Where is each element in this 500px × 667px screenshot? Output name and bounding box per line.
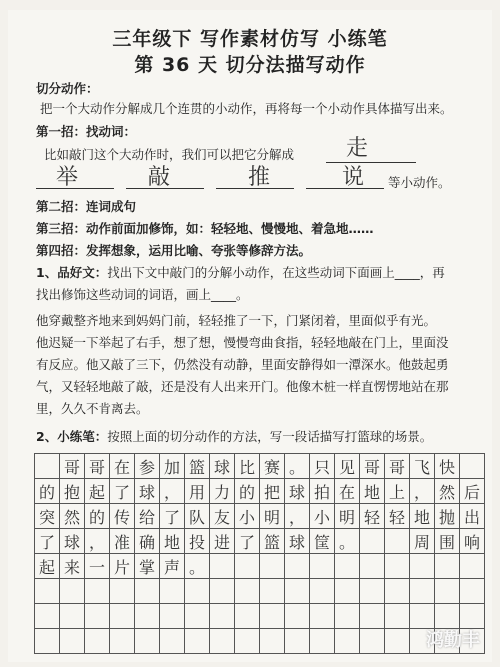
grid-cell	[310, 579, 335, 604]
step1-tail: 等小动作。	[388, 175, 451, 190]
grid-cell: 响	[460, 529, 485, 554]
grid-cell: 队	[185, 504, 210, 529]
grid-cell	[60, 579, 85, 604]
grid-cell: 球	[285, 479, 310, 504]
grid-cell	[460, 554, 485, 579]
grid-cell: ，	[85, 529, 110, 554]
grid-cell: 赛	[260, 454, 285, 479]
grid-cell	[110, 579, 135, 604]
grid-cell: 的	[85, 504, 110, 529]
grid-cell	[360, 579, 385, 604]
task2-label: 2、小练笔：	[36, 429, 108, 444]
grid-cell	[35, 579, 60, 604]
grid-cell: 片	[110, 554, 135, 579]
grid-cell: 比	[235, 454, 260, 479]
grid-cell	[335, 554, 360, 579]
grid-cell: 篮	[185, 454, 210, 479]
task1-instruction: 找出下文中敲门的分解小动作，在这些动词下面画上____，再	[107, 265, 445, 280]
grid-cell: 围	[435, 529, 460, 554]
grid-cell: ，	[285, 504, 310, 529]
intro-label: 切分动作：	[36, 81, 99, 96]
grid-cell: ，	[410, 479, 435, 504]
grid-cell	[160, 629, 185, 654]
grid-cell: 地	[410, 504, 435, 529]
grid-cell	[35, 629, 60, 654]
grid-cell: 突	[35, 504, 60, 529]
grid-cell: 参	[135, 454, 160, 479]
grid-cell: 声	[160, 554, 185, 579]
grid-cell: 了	[35, 529, 60, 554]
grid-cell: 抱	[60, 479, 85, 504]
grid-cell: 确	[135, 529, 160, 554]
grid-cell	[85, 604, 110, 629]
grid-cell	[410, 554, 435, 579]
grid-cell: 轻	[385, 504, 410, 529]
grid-cell: 来	[60, 554, 85, 579]
grid-cell	[185, 604, 210, 629]
grid-cell	[235, 579, 260, 604]
grid-cell	[360, 554, 385, 579]
grid-cell	[85, 629, 110, 654]
grid-cell: 哥	[360, 454, 385, 479]
grid-cell	[385, 529, 410, 554]
grid-cell: 传	[110, 504, 135, 529]
grid-cell: 了	[110, 479, 135, 504]
sample-passage	[36, 310, 476, 420]
grid-cell: 在	[335, 479, 360, 504]
task1-line2: 找出修饰这些动词的词语，画上____。	[36, 287, 249, 302]
task2-line	[36, 428, 432, 446]
grid-cell: 了	[235, 529, 260, 554]
grid-cell	[85, 579, 110, 604]
grid-cell	[160, 579, 185, 604]
worksheet-page	[8, 10, 492, 662]
grid-cell: 飞	[410, 454, 435, 479]
grid-cell	[210, 604, 235, 629]
passage-line: 里，久久不肯离去。	[36, 401, 149, 416]
grid-cell: 抛	[435, 504, 460, 529]
grid-cell: 哥	[60, 454, 85, 479]
answer-blank	[326, 162, 416, 163]
grid-cell: 小	[235, 504, 260, 529]
grid-cell	[210, 579, 235, 604]
grid-cell: 投	[185, 529, 210, 554]
grid-cell	[385, 604, 410, 629]
passage-line: 他穿戴整齐地来到妈妈门前，轻轻推了一下，门紧闭着，里面似乎有光。	[36, 313, 437, 328]
worksheet-subtitle: 第 36 天 切分法描写动作	[134, 54, 366, 76]
grid-cell: 快	[435, 454, 460, 479]
intro-text: 把一个大动作分解成几个连贯的小动作，再将每一个小动作具体描写出来。	[40, 101, 453, 116]
passage-line: 气，又轻轻地敲了敲，还是没有人出来开门。他像木桩一样直愣愣地站在那	[36, 379, 449, 394]
grid-cell	[160, 604, 185, 629]
grid-cell: 。	[285, 454, 310, 479]
answer-handwritten: 说	[342, 165, 369, 190]
grid-cell: 友	[210, 504, 235, 529]
grid-cell	[235, 554, 260, 579]
grid-cell: 加	[160, 454, 185, 479]
grid-cell	[210, 629, 235, 654]
grid-cell	[260, 554, 285, 579]
grid-cell: ，	[160, 479, 185, 504]
grid-cell: 见	[335, 454, 360, 479]
grid-cell	[335, 629, 360, 654]
grid-cell: 明	[335, 504, 360, 529]
grid-cell: 起	[35, 554, 60, 579]
grid-cell: 篮	[260, 529, 285, 554]
grid-cell: 拍	[310, 479, 335, 504]
grid-cell: 哥	[385, 454, 410, 479]
grid-cell	[435, 579, 460, 604]
grid-cell: 一	[85, 554, 110, 579]
grid-cell	[260, 579, 285, 604]
step1-label: 第一招：找动词：	[36, 124, 137, 139]
grid-cell	[410, 579, 435, 604]
grid-cell: 用	[185, 479, 210, 504]
writing-grid	[34, 453, 485, 654]
grid-cell	[35, 604, 60, 629]
grid-cell: 后	[460, 479, 485, 504]
grid-cell	[335, 604, 360, 629]
grid-cell: 力	[210, 479, 235, 504]
grid-cell	[235, 629, 260, 654]
step3-label: 第三招：动作前面加修饰，如：轻轻地、慢慢地、着急地……	[36, 221, 374, 236]
grid-cell	[385, 629, 410, 654]
grid-cell	[235, 604, 260, 629]
grid-cell: 然	[60, 504, 85, 529]
grid-cell	[310, 554, 335, 579]
grid-cell	[460, 579, 485, 604]
grid-cell: 周	[410, 529, 435, 554]
passage-line: 他迟疑一下举起了右手，想了想，慢慢弯曲食指，轻轻地敲在门上，里面没	[36, 335, 449, 350]
grid-cell: 球	[135, 479, 160, 504]
answer-handwritten: 走	[346, 136, 373, 161]
grid-cell	[185, 629, 210, 654]
grid-cell	[285, 554, 310, 579]
grid-cell: 在	[110, 454, 135, 479]
grid-cell: 。	[185, 554, 210, 579]
grid-cell: 的	[35, 479, 60, 504]
answer-handwritten: 推	[248, 165, 275, 190]
grid-cell	[460, 454, 485, 479]
grid-cell: 球	[285, 529, 310, 554]
grid-cell	[310, 629, 335, 654]
grid-cell: 轻	[360, 504, 385, 529]
answer-handwritten: 敲	[148, 165, 175, 190]
grid-cell	[385, 579, 410, 604]
grid-cell: 。	[335, 529, 360, 554]
grid-cell	[260, 604, 285, 629]
grid-cell: 球	[210, 454, 235, 479]
grid-cell	[335, 579, 360, 604]
grid-cell	[435, 554, 460, 579]
grid-cell: 哥	[85, 454, 110, 479]
grid-cell: 了	[160, 504, 185, 529]
grid-cell	[135, 579, 160, 604]
grid-cell: 把	[260, 479, 285, 504]
grid-cell: 上	[385, 479, 410, 504]
grid-cell	[360, 629, 385, 654]
grid-cell	[35, 454, 60, 479]
grid-cell: 地	[160, 529, 185, 554]
step2-label: 第二招：连词成句	[36, 199, 137, 214]
grid-cell	[310, 604, 335, 629]
grid-cell: 明	[260, 504, 285, 529]
task1-line1	[36, 264, 445, 282]
step1-prompt: 比如敲门这个大动作时，我们可以把它分解成	[44, 147, 295, 162]
grid-cell: 的	[235, 479, 260, 504]
answer-handwritten: 举	[56, 165, 83, 190]
grid-cell: 地	[360, 479, 385, 504]
passage-line: 有反应。他又敲了三下，仍然没有动静，里面安静得如一潭深水。他鼓起勇	[36, 357, 449, 372]
grid-cell: 准	[110, 529, 135, 554]
grid-cell	[110, 604, 135, 629]
grid-cell: 筐	[310, 529, 335, 554]
grid-cell: 掌	[135, 554, 160, 579]
grid-cell: 进	[210, 529, 235, 554]
grid-cell	[360, 604, 385, 629]
grid-cell	[210, 554, 235, 579]
grid-cell	[110, 629, 135, 654]
grid-cell	[60, 629, 85, 654]
grid-cell	[285, 604, 310, 629]
grid-cell: 球	[60, 529, 85, 554]
grid-cell: 起	[85, 479, 110, 504]
task1-label: 1、品好文：	[36, 265, 108, 280]
worksheet-title: 三年级下 写作素材仿写 小练笔	[112, 28, 388, 50]
task2-instruction: 按照上面的切分动作的方法，写一段话描写打篮球的场景。	[107, 429, 433, 444]
grid-cell: 小	[310, 504, 335, 529]
grid-cell	[60, 604, 85, 629]
step4-label: 第四招：发挥想象，运用比喻、夸张等修辞方法。	[36, 243, 312, 258]
grid-cell	[185, 579, 210, 604]
grid-cell	[360, 529, 385, 554]
grid-cell: 给	[135, 504, 160, 529]
grid-cell	[135, 629, 160, 654]
watermark-logo: 鸿勤丰	[426, 630, 480, 651]
grid-cell	[385, 554, 410, 579]
grid-cell: 出	[460, 504, 485, 529]
grid-cell	[260, 629, 285, 654]
grid-cell	[135, 604, 160, 629]
grid-cell: 只	[310, 454, 335, 479]
grid-cell	[285, 629, 310, 654]
grid-cell	[285, 579, 310, 604]
grid-cell: 然	[435, 479, 460, 504]
